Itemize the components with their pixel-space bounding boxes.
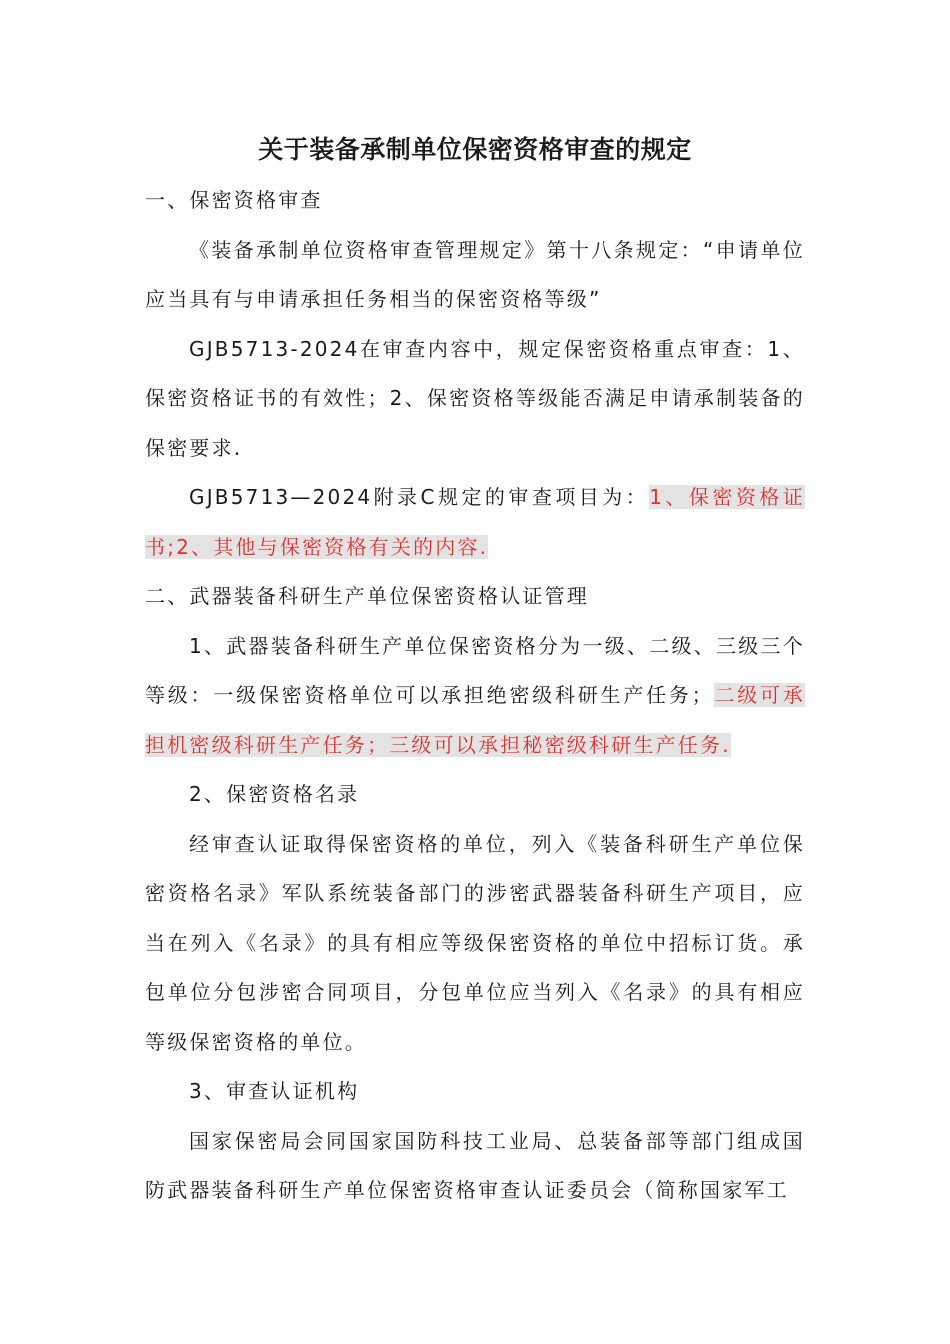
- section-2-p1-highlight: 二级可承担机密级科研生产任务；三级可以承担秘密级科研生产任务.: [145, 683, 805, 757]
- section-2-paragraph-1: [145, 622, 805, 771]
- section-1-heading: 一、保密资格审查: [145, 188, 323, 212]
- section-1-paragraph-3: [145, 473, 805, 572]
- paragraph-3-highlight: 1、保密资格证书;2、其他与保密资格有关的内容.: [145, 485, 805, 559]
- subheading-review-agency: 3、审查认证机构: [189, 1079, 360, 1103]
- document-body: [145, 176, 805, 1216]
- subheading-qualification-list: 2、保密资格名录: [189, 782, 360, 806]
- section-1-paragraph-1: 《装备承制单位资格审查管理规定》第十八条规定：“申请单位应当具有与申请承担任务相当的保密资格等级”: [145, 237, 805, 311]
- paragraph-3-text: GJB5713—2024附录C规定的审查项目为：: [189, 485, 650, 509]
- document-title: 关于装备承制单位保密资格审查的规定: [258, 135, 692, 164]
- section-2-heading: 二、武器装备科研生产单位保密资格认证管理: [145, 584, 589, 608]
- section-1-paragraph-2: GJB5713-2024在审查内容中，规定保密资格重点审查：1、保密资格证书的有效性；2、保密资格等级能否满足申请承制装备的保密要求.: [145, 336, 805, 460]
- section-2-paragraph-3: 国家保密局会同国家国防科技工业局、总装备部等部门组成国防武器装备科研生产单位保密资格审查认证委员会（简称国家军工: [145, 1128, 805, 1202]
- section-2-p1-text: 1、武器装备科研生产单位保密资格分为一级、二级、三级三个等级：一级保密资格单位可以承担绝密级科研生产任务；: [145, 633, 805, 707]
- section-2-paragraph-2: 经审查认证取得保密资格的单位，列入《装备科研生产单位保密资格名录》军队系统装备部门的涉密武器装备科研生产项目，应当在列入《名录》的具有相应等级保密资格的单位中招标订货。承包单位分包涉密合同项目，分包单位应当列入《名录》的具有相应等级保密资格的单位。: [145, 831, 805, 1054]
